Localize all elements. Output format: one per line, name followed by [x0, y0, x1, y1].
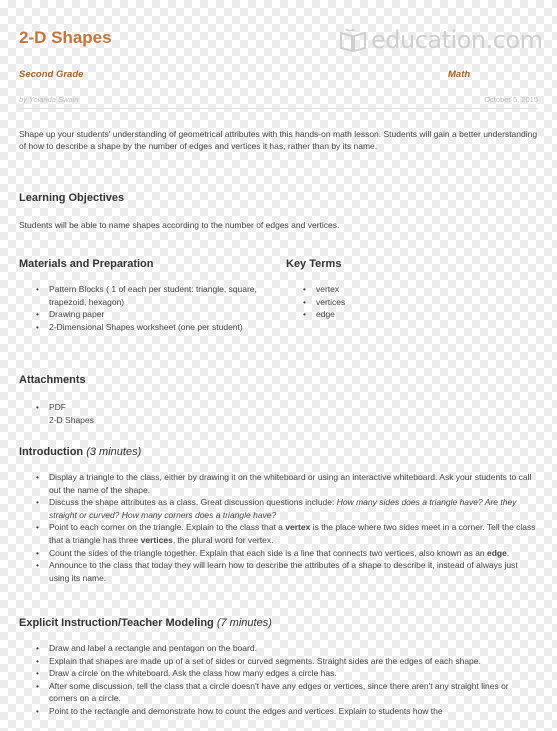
bullet-icon: •	[36, 497, 39, 508]
list-item: • 2-Dimensional Shapes worksheet (one per student)	[36, 321, 243, 332]
bullet-icon: •	[36, 680, 39, 691]
list-item: • Draw a circle on the whiteboard. Ask the class how many edges a circle has.	[36, 668, 337, 679]
bullet-icon: •	[36, 560, 39, 571]
page-title: 2-D Shapes	[19, 28, 112, 47]
list-item: • vertex	[303, 284, 340, 294]
attachments-list	[36, 401, 236, 426]
bullet-icon: •	[36, 522, 39, 533]
bullet-icon: •	[36, 472, 39, 482]
bullet-icon: •	[36, 643, 39, 653]
bullet-icon: •	[303, 284, 306, 294]
bullet-icon: •	[36, 547, 39, 558]
bullet-icon: •	[303, 309, 306, 320]
grade-label: Second Grade	[19, 69, 84, 80]
materials-heading: Materials and Preparation	[19, 258, 154, 270]
explicit-instruction-list	[36, 642, 536, 718]
education-logo	[338, 26, 542, 54]
objectives-text: Students will be able to name shapes according to the number of edges and vertices.	[19, 220, 340, 230]
list-item: • Point to each corner on the triangle. Explain to the class that a vertex is the place where two sides meet in a corner. Tell the class that a triangle has three vertices, the plural word for vertex.	[36, 522, 536, 545]
list-item: • Explain that shapes are made up of a set of sides or curved segments. Straight sides are the edges of each shape.	[36, 655, 481, 666]
list-item: • Draw and label a rectangle and pentagon on the board.	[36, 643, 257, 653]
header-divider	[19, 108, 538, 109]
logo-text: education.com	[371, 26, 543, 54]
key-terms-heading: Key Terms	[286, 258, 342, 270]
list-item: • After some discussion, tell the class that a circle doesn't have any edges or vertices, since there aren't any straight lines or corners on a circle.	[36, 680, 509, 704]
attachments-heading: Attachments	[19, 374, 86, 386]
attachment-item[interactable]: • PDF	[36, 402, 66, 412]
objectives-heading: Learning Objectives	[19, 192, 125, 204]
materials-list	[36, 283, 278, 333]
explicit-instruction-heading: Explicit Instruction/Teacher Modeling (7 minutes)	[19, 617, 272, 629]
introduction-heading: Introduction (3 minutes)	[19, 446, 142, 458]
author-line: by Yolanda Swain	[19, 95, 79, 104]
list-item: • Discuss the shape attributes as a class. Great discussion questions include: How many sides does a triangle have? Are they straight or curved? How many corners does a triangle have?	[36, 497, 517, 520]
list-item: • Count the sides of the triangle together. Explain that each side is a line that connects two vertices, also known as an edge.	[36, 547, 510, 558]
date-line: October 5, 2015	[484, 95, 538, 104]
list-item: • Display a triangle to the class, either by drawing it on the whiteboard or using an interactive whiteboard. Ask your students to call out the name of the shape.	[36, 472, 532, 495]
bullet-icon: •	[36, 284, 39, 294]
list-item: • Pattern Blocks ( 1 of each per student: triangle, square, trapezoid, hexagon)	[36, 284, 257, 307]
bullet-icon: •	[36, 321, 39, 332]
subject-label: Math	[448, 69, 471, 80]
bullet-icon: •	[36, 402, 39, 412]
bullet-icon: •	[36, 668, 39, 679]
bullet-icon: •	[303, 296, 306, 307]
bullet-icon: •	[36, 309, 39, 320]
list-item: • Announce to the class that today they will learn how to describe the attributes of a shape to describe it, instead of always just using its name.	[36, 560, 518, 583]
attachment-item[interactable]: 2-D Shapes	[49, 414, 94, 425]
list-item: • edge	[303, 309, 335, 320]
key-terms-list	[303, 283, 453, 321]
introduction-list	[36, 471, 536, 584]
bullet-icon: •	[36, 705, 39, 716]
book-icon	[338, 27, 368, 53]
list-item: • Point to the rectangle and demonstrate how to count the edges and vertices. Explain to students how the	[36, 705, 443, 716]
list-item: • Drawing paper	[36, 309, 105, 320]
intro-paragraph: Shape up your students' understanding of geometrical attributes with this hands-on math lesson. Students will gain a better understanding of how to describe a shape by the number of edges and vertices it has, rather than by its name.	[19, 129, 538, 151]
list-item: • vertices	[303, 296, 346, 307]
bullet-icon: •	[36, 655, 39, 666]
